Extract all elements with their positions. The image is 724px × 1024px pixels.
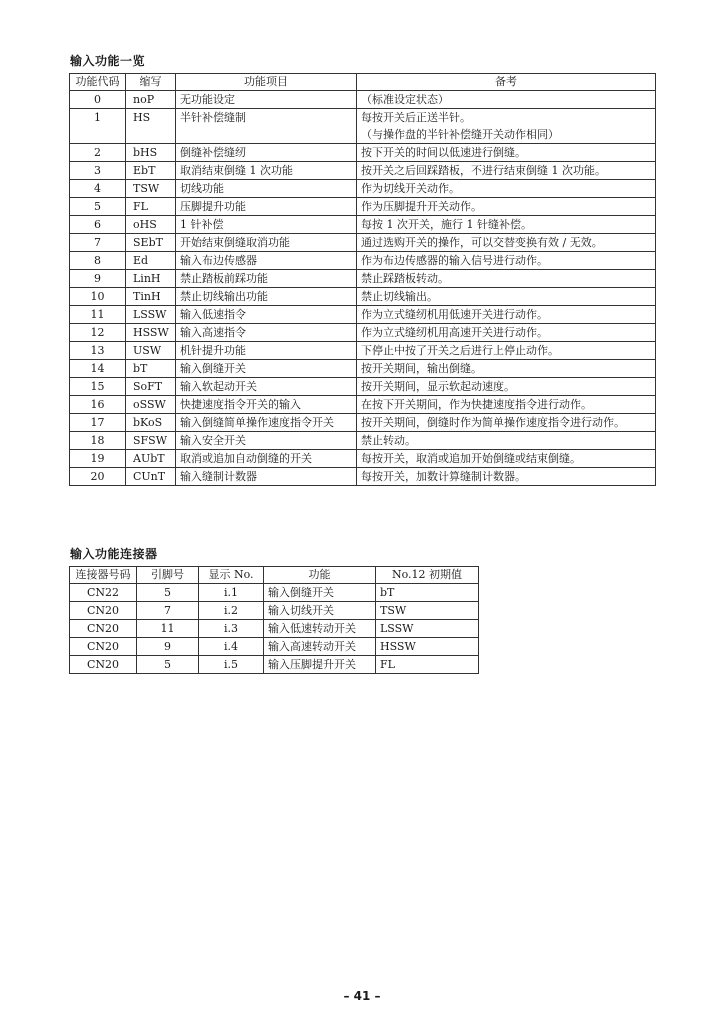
table-row bbox=[70, 91, 656, 109]
display-number-cell: i.2 bbox=[199, 602, 264, 620]
abbreviation-cell bbox=[126, 378, 176, 396]
connector-number-cell: CN20 bbox=[70, 638, 137, 656]
function-code-cell-text: 4 bbox=[94, 182, 101, 195]
remarks-cell-text: 下停止中按了开关之后进行上停止动作。 bbox=[361, 344, 559, 357]
function-item-cell bbox=[176, 396, 357, 414]
table-row bbox=[70, 432, 656, 450]
remarks-cell-text: 按开关之后回踩踏板，不进行结束倒缝 1 次功能。 bbox=[361, 164, 606, 177]
abbreviation-cell-text: HSSW bbox=[133, 326, 169, 339]
connector-number-cell: CN20 bbox=[70, 602, 137, 620]
table-row bbox=[70, 162, 656, 180]
remarks-cell-text: 通过选购开关的操作，可以交替变换有效 / 无效。 bbox=[361, 236, 603, 249]
abbreviation-cell bbox=[126, 252, 176, 270]
function-item-cell-text: 取消结束倒缝 1 次功能 bbox=[180, 164, 293, 177]
header-function: 功能 bbox=[264, 567, 376, 584]
table-row bbox=[70, 584, 479, 602]
function-code-cell bbox=[70, 144, 126, 162]
table-row bbox=[70, 450, 656, 468]
function-item-cell bbox=[176, 450, 357, 468]
function-item-cell-text: 输入倒缝开关 bbox=[180, 362, 246, 375]
input-function-table bbox=[69, 73, 656, 486]
remarks-cell bbox=[357, 234, 656, 252]
initial-value-cell: LSSW bbox=[376, 620, 479, 638]
abbreviation-cell bbox=[126, 360, 176, 378]
function-item-cell-text: 开始结束倒缝取消功能 bbox=[180, 236, 290, 249]
remarks-cell bbox=[357, 396, 656, 414]
table-row bbox=[70, 144, 656, 162]
initial-value-cell: FL bbox=[376, 656, 479, 674]
abbreviation-cell bbox=[126, 270, 176, 288]
function-code-cell bbox=[70, 270, 126, 288]
table-row bbox=[70, 234, 656, 252]
function-cell: 输入切线开关 bbox=[264, 602, 376, 620]
display-number-cell: i.1 bbox=[199, 584, 264, 602]
table-row bbox=[70, 396, 656, 414]
table-row bbox=[70, 414, 656, 432]
function-item-cell-text: 机针提升功能 bbox=[180, 344, 246, 357]
function-code-cell-text: 3 bbox=[94, 164, 101, 177]
function-item-cell bbox=[176, 468, 357, 486]
abbreviation-cell bbox=[126, 306, 176, 324]
remarks-cell bbox=[357, 91, 656, 109]
remarks-cell-text: 按开关期间，显示软起动速度。 bbox=[361, 380, 515, 393]
table-row bbox=[70, 620, 479, 638]
display-number-cell: i.3 bbox=[199, 620, 264, 638]
remarks-cell-text: （标准设定状态） bbox=[361, 93, 449, 106]
header-initial-value: No.12 初期值 bbox=[376, 567, 479, 584]
abbreviation-cell bbox=[126, 144, 176, 162]
function-code-cell-text: 9 bbox=[94, 272, 101, 285]
abbreviation-cell-text: HS bbox=[133, 111, 151, 124]
function-item-cell bbox=[176, 180, 357, 198]
remarks-cell bbox=[357, 288, 656, 306]
abbreviation-cell bbox=[126, 180, 176, 198]
remarks-cell bbox=[357, 144, 656, 162]
function-code-cell-text: 5 bbox=[94, 200, 101, 213]
section-title-input-functions: 输入功能一览 bbox=[70, 54, 146, 68]
abbreviation-cell bbox=[126, 450, 176, 468]
remarks-cell bbox=[357, 450, 656, 468]
function-code-cell-text: 15 bbox=[90, 380, 105, 393]
abbreviation-cell-text: SoFT bbox=[133, 380, 163, 393]
table-row bbox=[70, 288, 656, 306]
table-row bbox=[70, 324, 656, 342]
header-display-number: 显示 No. bbox=[199, 567, 264, 584]
connector-number-cell: CN22 bbox=[70, 584, 137, 602]
abbreviation-cell-text: bKoS bbox=[133, 416, 163, 429]
abbreviation-cell bbox=[126, 162, 176, 180]
abbreviation-cell bbox=[126, 342, 176, 360]
remarks-cell-text: 作为压脚提升开关动作。 bbox=[361, 200, 482, 213]
remarks-cell bbox=[357, 414, 656, 432]
header-connector-number: 连接器号码 bbox=[70, 567, 137, 584]
remarks-cell bbox=[357, 432, 656, 450]
table-row bbox=[70, 216, 656, 234]
abbreviation-cell bbox=[126, 468, 176, 486]
function-item-cell-text: 输入倒缝简单操作速度指令开关 bbox=[180, 416, 334, 429]
remarks-cell-text: 作为布边传感器的输入信号进行动作。 bbox=[361, 254, 548, 267]
remarks-cell bbox=[357, 324, 656, 342]
function-code-cell-text: 11 bbox=[90, 308, 105, 321]
remarks-cell-text: 作为切线开关动作。 bbox=[361, 182, 460, 195]
function-item-cell bbox=[176, 342, 357, 360]
remarks-cell bbox=[357, 109, 656, 144]
function-code-cell-text: 13 bbox=[90, 344, 105, 357]
remarks-cell-text: 作为立式缝纫机用低速开关进行动作。 bbox=[361, 308, 548, 321]
remarks-cell-text: 禁止切线输出。 bbox=[361, 290, 438, 303]
remarks-cell bbox=[357, 252, 656, 270]
abbreviation-cell-text: CUnT bbox=[133, 470, 166, 483]
abbreviation-cell bbox=[126, 324, 176, 342]
remarks-cell-text: 每按开关，加数计算缝制计数器。 bbox=[361, 470, 526, 483]
function-code-cell bbox=[70, 216, 126, 234]
table-row bbox=[70, 306, 656, 324]
function-code-cell-text: 0 bbox=[94, 93, 101, 106]
header-abbreviation: 缩写 bbox=[126, 74, 176, 91]
function-item-cell bbox=[176, 432, 357, 450]
function-item-cell-text: 压脚提升功能 bbox=[180, 200, 246, 213]
function-code-cell-text: 20 bbox=[90, 470, 105, 483]
function-item-cell-text: 切线功能 bbox=[180, 182, 224, 195]
remarks-cell bbox=[357, 360, 656, 378]
function-item-cell bbox=[176, 270, 357, 288]
table-row bbox=[70, 252, 656, 270]
function-cell: 输入倒缝开关 bbox=[264, 584, 376, 602]
function-code-cell bbox=[70, 396, 126, 414]
remarks-cell-text: 按开关期间，输出倒缝。 bbox=[361, 362, 482, 375]
pin-number-cell: 5 bbox=[137, 584, 199, 602]
header-pin-number: 引脚号 bbox=[137, 567, 199, 584]
pin-number-cell: 5 bbox=[137, 656, 199, 674]
abbreviation-cell-text: bT bbox=[133, 362, 148, 375]
remarks-cell bbox=[357, 342, 656, 360]
remarks-cell-text: 禁止转动。 bbox=[361, 434, 416, 447]
function-cell: 输入高速转动开关 bbox=[264, 638, 376, 656]
table-row bbox=[70, 378, 656, 396]
function-cell: 输入压脚提升开关 bbox=[264, 656, 376, 674]
function-item-cell bbox=[176, 198, 357, 216]
abbreviation-cell-text: noP bbox=[133, 93, 155, 106]
table-row bbox=[70, 360, 656, 378]
function-item-cell-text: 禁止切线输出功能 bbox=[180, 290, 268, 303]
remarks-cell bbox=[357, 180, 656, 198]
function-code-cell bbox=[70, 306, 126, 324]
connector-number-cell: CN20 bbox=[70, 656, 137, 674]
function-item-cell-text: 输入缝制计数器 bbox=[180, 470, 257, 483]
abbreviation-cell bbox=[126, 91, 176, 109]
connector-number-cell: CN20 bbox=[70, 620, 137, 638]
abbreviation-cell-text: LSSW bbox=[133, 308, 167, 321]
abbreviation-cell bbox=[126, 234, 176, 252]
header-function-item: 功能项目 bbox=[176, 74, 357, 91]
function-code-cell bbox=[70, 288, 126, 306]
initial-value-cell: HSSW bbox=[376, 638, 479, 656]
initial-value-cell: bT bbox=[376, 584, 479, 602]
function-code-cell bbox=[70, 450, 126, 468]
function-code-cell bbox=[70, 342, 126, 360]
function-item-cell-text: 倒缝补偿缝纫 bbox=[180, 146, 246, 159]
abbreviation-cell bbox=[126, 198, 176, 216]
function-code-cell bbox=[70, 180, 126, 198]
function-code-cell-text: 18 bbox=[90, 434, 105, 447]
connector-table bbox=[69, 566, 479, 674]
function-code-cell-text: 10 bbox=[90, 290, 105, 303]
function-item-cell-text: 输入高速指令 bbox=[180, 326, 246, 339]
function-code-cell-text: 2 bbox=[94, 146, 101, 159]
remarks-cell-text: 按开关期间，倒缝时作为简单操作速度指令进行动作。 bbox=[361, 416, 625, 429]
remarks-cell-text: 每按开关，取消或追加开始倒缝或结束倒缝。 bbox=[361, 452, 581, 465]
abbreviation-cell-text: AUbT bbox=[133, 452, 165, 465]
function-item-cell-text: 输入安全开关 bbox=[180, 434, 246, 447]
display-number-cell: i.4 bbox=[199, 638, 264, 656]
abbreviation-cell-text: TinH bbox=[133, 290, 161, 303]
function-cell: 输入低速转动开关 bbox=[264, 620, 376, 638]
function-code-cell bbox=[70, 91, 126, 109]
function-code-cell-text: 6 bbox=[94, 218, 101, 231]
table-header-row bbox=[70, 567, 479, 584]
abbreviation-cell bbox=[126, 414, 176, 432]
remarks-cell-text-line2: （与操作盘的半针补偿缝开关动作相同） bbox=[361, 128, 559, 141]
abbreviation-cell-text: TSW bbox=[133, 182, 160, 195]
remarks-cell-text: 作为立式缝纫机用高速开关进行动作。 bbox=[361, 326, 548, 339]
function-code-cell bbox=[70, 109, 126, 144]
remarks-cell bbox=[357, 468, 656, 486]
table-row bbox=[70, 638, 479, 656]
remarks-cell-text: 每按开关后正送半针。 bbox=[361, 111, 471, 124]
table-row bbox=[70, 180, 656, 198]
remarks-cell bbox=[357, 270, 656, 288]
function-item-cell bbox=[176, 234, 357, 252]
table-header-row bbox=[70, 74, 656, 91]
function-code-cell-text: 8 bbox=[94, 254, 101, 267]
function-code-cell-text: 1 bbox=[94, 111, 101, 124]
abbreviation-cell bbox=[126, 109, 176, 144]
abbreviation-cell bbox=[126, 288, 176, 306]
function-code-cell bbox=[70, 324, 126, 342]
abbreviation-cell bbox=[126, 396, 176, 414]
function-item-cell bbox=[176, 91, 357, 109]
function-code-cell-text: 16 bbox=[90, 398, 105, 411]
function-code-cell-text: 7 bbox=[94, 236, 101, 249]
initial-value-cell: TSW bbox=[376, 602, 479, 620]
abbreviation-cell-text: bHS bbox=[133, 146, 158, 159]
function-item-cell-text: 无功能设定 bbox=[180, 93, 235, 106]
function-code-cell bbox=[70, 360, 126, 378]
pin-number-cell: 7 bbox=[137, 602, 199, 620]
function-item-cell bbox=[176, 306, 357, 324]
remarks-cell bbox=[357, 216, 656, 234]
function-item-cell-text: 输入软起动开关 bbox=[180, 380, 257, 393]
function-code-cell-text: 12 bbox=[90, 326, 105, 339]
table-row bbox=[70, 656, 479, 674]
function-item-cell-text: 取消或追加自动倒缝的开关 bbox=[180, 452, 312, 465]
abbreviation-cell-text: oSSW bbox=[133, 398, 166, 411]
function-item-cell bbox=[176, 162, 357, 180]
table-row bbox=[70, 198, 656, 216]
function-item-cell bbox=[176, 324, 357, 342]
remarks-cell bbox=[357, 306, 656, 324]
function-item-cell bbox=[176, 216, 357, 234]
table-row bbox=[70, 270, 656, 288]
table-row bbox=[70, 602, 479, 620]
abbreviation-cell-text: FL bbox=[133, 200, 148, 213]
section-title-input-connectors: 输入功能连接器 bbox=[70, 547, 158, 561]
function-code-cell-text: 17 bbox=[90, 416, 105, 429]
function-code-cell bbox=[70, 468, 126, 486]
function-item-cell-text: 1 针补偿 bbox=[180, 218, 224, 231]
function-code-cell-text: 14 bbox=[90, 362, 105, 375]
function-item-cell bbox=[176, 252, 357, 270]
pin-number-cell: 11 bbox=[137, 620, 199, 638]
function-code-cell bbox=[70, 414, 126, 432]
remarks-cell bbox=[357, 198, 656, 216]
table-row bbox=[70, 468, 656, 486]
function-code-cell bbox=[70, 378, 126, 396]
abbreviation-cell-text: LinH bbox=[133, 272, 161, 285]
pin-number-cell: 9 bbox=[137, 638, 199, 656]
abbreviation-cell-text: Ed bbox=[133, 254, 149, 267]
abbreviation-cell-text: SEbT bbox=[133, 236, 163, 249]
function-code-cell bbox=[70, 252, 126, 270]
abbreviation-cell-text: EbT bbox=[133, 164, 156, 177]
function-code-cell bbox=[70, 198, 126, 216]
table-row bbox=[70, 342, 656, 360]
function-item-cell bbox=[176, 288, 357, 306]
function-code-cell-text: 19 bbox=[90, 452, 105, 465]
abbreviation-cell bbox=[126, 216, 176, 234]
function-item-cell-text: 半针补偿缝制 bbox=[180, 111, 246, 124]
header-remarks: 备考 bbox=[357, 74, 656, 91]
function-item-cell bbox=[176, 360, 357, 378]
function-item-cell-text: 快捷速度指令开关的输入 bbox=[180, 398, 301, 411]
function-item-cell bbox=[176, 144, 357, 162]
function-code-cell bbox=[70, 432, 126, 450]
function-item-cell bbox=[176, 378, 357, 396]
remarks-cell bbox=[357, 162, 656, 180]
remarks-cell-text: 在按下开关期间，作为快捷速度指令进行动作。 bbox=[361, 398, 592, 411]
abbreviation-cell-text: SFSW bbox=[133, 434, 168, 447]
header-function-code: 功能代码 bbox=[70, 74, 126, 91]
function-item-cell-text: 输入布边传感器 bbox=[180, 254, 257, 267]
function-item-cell bbox=[176, 109, 357, 144]
abbreviation-cell bbox=[126, 432, 176, 450]
page-number: – 41 – bbox=[343, 989, 381, 1003]
function-code-cell bbox=[70, 234, 126, 252]
function-item-cell-text: 输入低速指令 bbox=[180, 308, 246, 321]
remarks-cell-text: 禁止踩踏板转动。 bbox=[361, 272, 449, 285]
abbreviation-cell-text: USW bbox=[133, 344, 162, 357]
display-number-cell: i.5 bbox=[199, 656, 264, 674]
function-item-cell bbox=[176, 414, 357, 432]
remarks-cell-text: 按下开关的时间以低速进行倒缝。 bbox=[361, 146, 526, 159]
function-item-cell-text: 禁止踏板前踩功能 bbox=[180, 272, 268, 285]
function-code-cell bbox=[70, 162, 126, 180]
remarks-cell-text: 每按 1 次开关，施行 1 针缝补偿。 bbox=[361, 218, 532, 231]
remarks-cell bbox=[357, 378, 656, 396]
table-row bbox=[70, 109, 656, 144]
abbreviation-cell-text: oHS bbox=[133, 218, 157, 231]
